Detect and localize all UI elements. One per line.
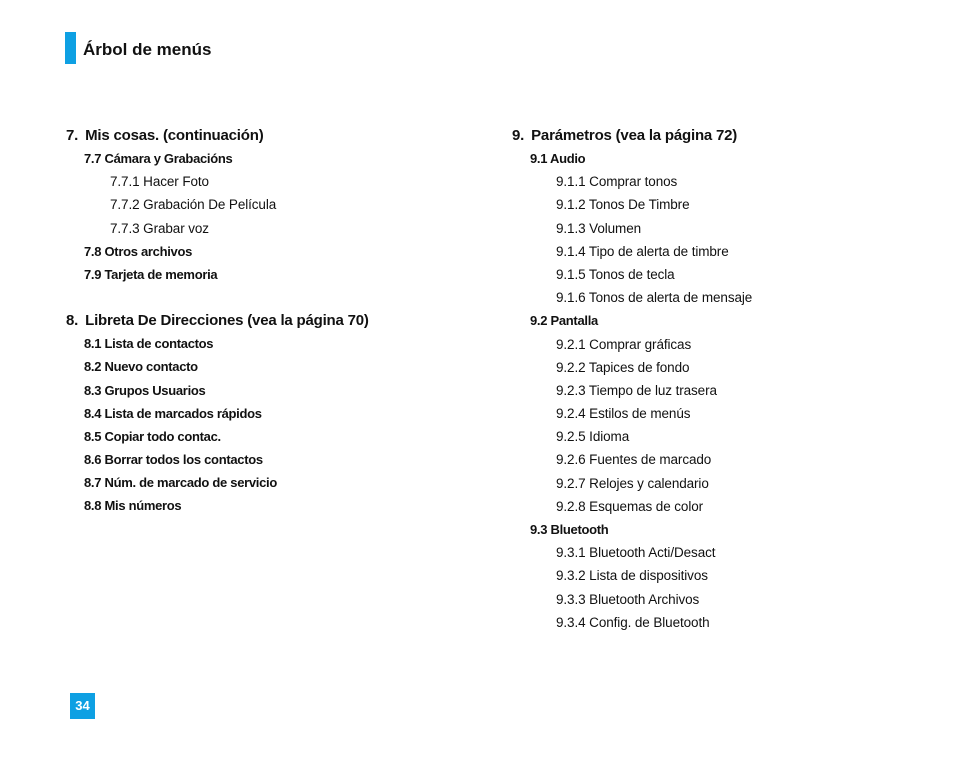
section-title: Mis cosas. (continuación) [85,127,264,144]
menu-subitem: 9.3.4 Config. de Bluetooth [556,614,710,630]
menu-item: 9.3 Bluetooth [530,522,609,537]
menu-subitem: 9.2.1 Comprar gráficas [556,336,692,352]
menu-item: 9.1 Audio [530,151,586,166]
page-number: 34 [70,693,95,719]
menu-subitem: 9.2.6 Fuentes de marcado [556,452,712,468]
menu-subitem: 9.1.2 Tonos De Timbre [556,197,690,213]
menu-subitem: 9.2.8 Esquemas de color [556,498,704,514]
menu-subitem: 9.2.2 Tapices de fondo [556,359,690,375]
menu-subitem: 7.7.1 Hacer Foto [110,174,209,190]
menu-subitem: 9.1.5 Tonos de tecla [556,266,675,282]
page-title: Árbol de menús [83,40,212,59]
section-title: Parámetros (vea la página 72) [531,127,738,144]
menu-section-heading [66,309,369,332]
menu-section-heading [512,124,752,147]
menu-section-heading [66,124,369,147]
menu-item: 7.7 Cámara y Grabacións [84,151,233,166]
section-number: 9. [512,127,525,144]
menu-subitem: 9.2.5 Idioma [556,429,630,445]
menu-subitem: 9.1.6 Tonos de alerta de mensaje [556,290,753,306]
menu-item: 8.3 Grupos Usuarios [84,382,206,398]
menu-subitem: 9.1.4 Tipo de alerta de timbre [556,243,729,259]
menu-item: 8.6 Borrar todos los contactos [84,452,263,468]
menu-item: 8.7 Núm. de marcado de servicio [84,475,278,491]
menu-subitem: 9.3.2 Lista de dispositivos [556,568,708,584]
section-number: 7. [66,127,79,144]
header-accent-bar [65,32,76,64]
menu-item: 8.5 Copiar todo contac. [84,428,221,444]
menu-item: 8.4 Lista de marcados rápidos [84,405,262,421]
menu-subitem: 9.3.3 Bluetooth Archivos [556,591,700,607]
right-column [512,124,752,634]
menu-subitem: 9.1.3 Volumen [556,220,642,236]
menu-subitem: 9.1.1 Comprar tonos [556,174,678,190]
section-number: 8. [66,312,79,330]
section-spacer [66,286,369,309]
menu-item: 7.8 Otros archivos [84,243,193,259]
menu-item: 7.9 Tarjeta de memoria [84,266,218,282]
menu-item: 9.2 Pantalla [530,313,598,329]
menu-item: 8.8 Mis números [84,498,182,514]
menu-subitem: 7.7.3 Grabar voz [110,220,209,236]
menu-item: 8.2 Nuevo contacto [84,359,198,375]
menu-subitem: 9.3.1 Bluetooth Acti/Desact [556,545,716,561]
section-title: Libreta De Direcciones (vea la página 70) [85,312,369,330]
menu-subitem: 9.2.7 Relojes y calendario [556,475,709,491]
menu-subitem: 9.2.4 Estilos de menús [556,406,691,422]
left-column [66,124,369,518]
menu-item: 8.1 Lista de contactos [84,336,214,352]
menu-subitem: 9.2.3 Tiempo de luz trasera [556,382,717,398]
menu-subitem: 7.7.2 Grabación De Película [110,197,277,213]
